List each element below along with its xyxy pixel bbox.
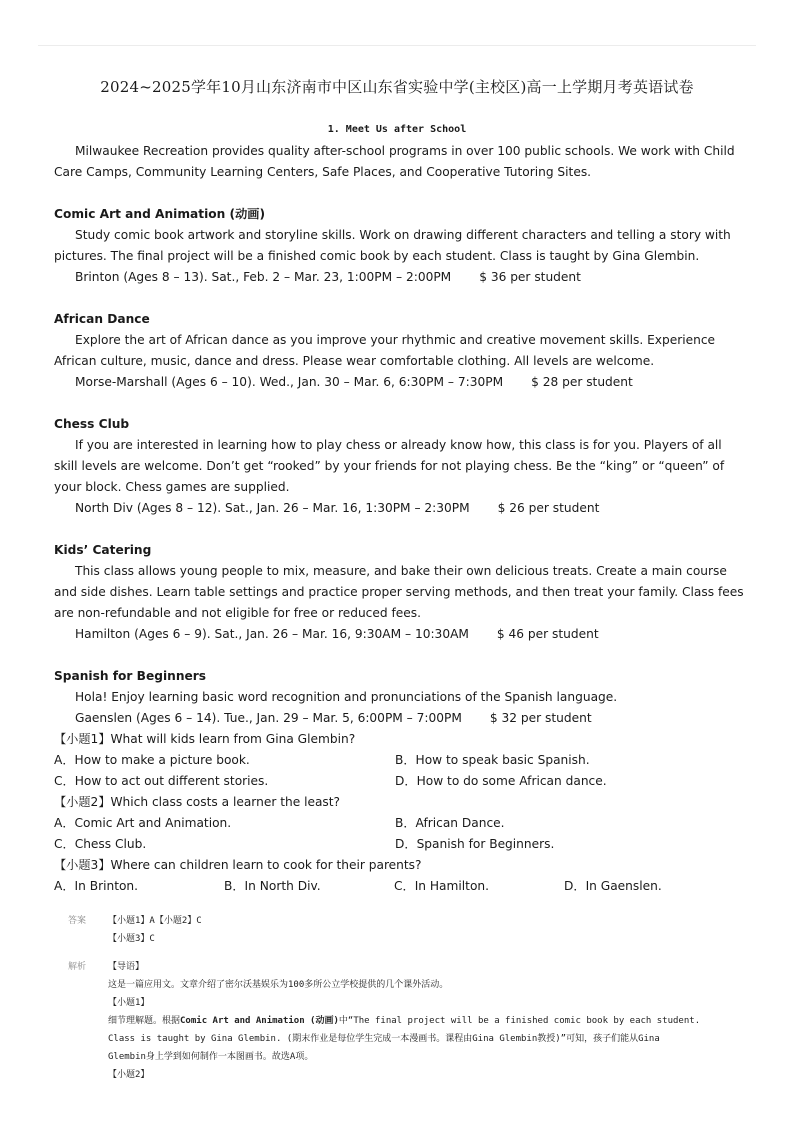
section-heading: Comic Art and Animation (动画) xyxy=(54,207,266,221)
section-body: If you are interested in learning how to play chess or already know how, this class is for you. Players of all skill levels are welcome. Don’t get “rooked” by your friends for not playing chess. Be the “king” or “queen” of your block. Chess games are supplied. xyxy=(54,438,725,494)
option-a[interactable]: A．In Brinton. xyxy=(54,879,139,893)
section-detail xyxy=(54,708,744,729)
section-detail xyxy=(54,267,744,288)
analysis-label: 解析 xyxy=(68,962,87,972)
answer-body xyxy=(108,912,728,948)
question-options xyxy=(54,771,744,792)
section-heading: Spanish for Beginners xyxy=(54,669,207,683)
section-schedule: Morse-Marshall (Ages 6 – 10). Wed., Jan. 30 – Mar. 6, 6:30PM – 7:30PM xyxy=(75,375,504,389)
answer-line: 【小题3】C xyxy=(108,934,155,944)
analysis-guide: 【导语】 xyxy=(108,962,145,972)
question-stem: 【小题1】What will kids learn from Gina Glembin? xyxy=(54,732,356,746)
analysis-row xyxy=(68,958,728,1084)
section-price: $ 26 per student xyxy=(497,501,600,515)
section-schedule: Gaenslen (Ages 6 – 14). Tue., Jan. 29 – Mar. 5, 6:00PM – 7:00PM xyxy=(75,711,462,725)
option-d[interactable]: D．Spanish for Beginners. xyxy=(395,837,555,851)
answer-label: 答案 xyxy=(68,916,87,926)
answer-block xyxy=(68,912,728,1084)
passage-intro: Milwaukee Recreation provides quality after-school programs in over 100 public schools. We work with Child Care Camps, Community Learning Centers, Safe Places, and Cooperative Tutoring Sites. xyxy=(54,144,735,179)
section-detail xyxy=(54,624,744,645)
option-b[interactable]: B．African Dance. xyxy=(395,816,505,830)
section-body: Study comic book artwork and storyline skills. Work on drawing different characters and telling a story with pictures. The final project will be a finished comic book by each student. Class is taught by Gina Glembin. xyxy=(54,228,731,263)
section-body: Hola! Enjoy learning basic word recognition and pronunciations of the Spanish language. xyxy=(75,690,618,704)
option-d[interactable]: D．In Gaenslen. xyxy=(564,879,662,893)
section-heading: African Dance xyxy=(54,312,150,326)
section-heading: Kids’ Catering xyxy=(54,543,152,557)
question-stem: 【小题3】Where can children learn to cook for their parents? xyxy=(54,858,422,872)
question-options xyxy=(54,750,744,771)
question-options xyxy=(54,834,744,855)
section-price: $ 28 per student xyxy=(531,375,633,389)
analysis-guide-text: 这是一篇应用文。文章介绍了密尔沃基娱乐为100多所公立学校提供的几个课外活动。 xyxy=(108,980,449,990)
analysis-q1-line: Glembin身上学到如何制作一本图画书。故选A项。 xyxy=(108,1052,314,1062)
question-stem: 【小题2】Which class costs a learner the least? xyxy=(54,795,341,809)
analysis-text: 中“The final project will be a finished comic book by each student. xyxy=(338,1016,701,1026)
analysis-text: 细节理解题。根据 xyxy=(108,1016,181,1026)
option-c[interactable]: C．Chess Club. xyxy=(54,837,147,851)
analysis-q1-line xyxy=(108,1012,728,1030)
section-body: This class allows young people to mix, measure, and bake their own delicious treats. Create a main course and side dishes. Learn table settings and practice proper serving methods, and then treat your family. Class fees are non-refundable and not eligible for free or reduced fees. xyxy=(54,564,744,620)
exam-title: 2024~2025学年10月山东济南市中区山东省实验中学(主校区)高一上学期月考英语试卷 xyxy=(100,78,694,96)
section-price: $ 32 per student xyxy=(489,711,592,725)
analysis-q1-line: Class is taught by Gina Glembin. (期末作业是每位学生完成一本漫画书。课程由Gina Glembin教授)”可知，孩子们能从Gina xyxy=(108,1034,660,1044)
option-c[interactable]: C．In Hamilton. xyxy=(394,879,490,893)
question-title: 1. Meet Us after School xyxy=(327,124,467,135)
section-detail xyxy=(54,498,744,519)
section-heading: Chess Club xyxy=(54,417,130,431)
page-top-divider xyxy=(38,45,756,46)
question-options xyxy=(54,876,744,897)
answer-line: 【小题1】A【小题2】C xyxy=(108,916,202,926)
question-options xyxy=(54,813,744,834)
analysis-q2-label: 【小题2】 xyxy=(108,1070,150,1080)
answer-row xyxy=(68,912,728,948)
section-schedule: North Div (Ages 8 – 12). Sat., Jan. 26 – Mar. 16, 1:30PM – 2:30PM xyxy=(75,501,470,515)
section-price: $ 36 per student xyxy=(479,270,581,284)
analysis-body xyxy=(108,958,728,1084)
section-schedule: Hamilton (Ages 6 – 9). Sat., Jan. 26 – Mar. 16, 9:30AM – 10:30AM xyxy=(75,627,469,641)
option-b[interactable]: B．In North Div. xyxy=(224,879,321,893)
option-a[interactable]: A．Comic Art and Animation. xyxy=(54,816,232,830)
option-a[interactable]: A．How to make a picture book. xyxy=(54,753,250,767)
section-body: Explore the art of African dance as you improve your rhythmic and creative movement skills. Experience African culture, music, dance and dress. Please wear comfortable clothing. All levels are welcome. xyxy=(54,333,716,368)
analysis-q1-label: 【小题1】 xyxy=(108,998,150,1008)
passage xyxy=(54,141,744,897)
section-schedule: Brinton (Ages 8 – 13). Sat., Feb. 2 – Mar. 23, 1:00PM – 2:00PM xyxy=(75,270,452,284)
analysis-bold-text: Comic Art and Animation (动画) xyxy=(180,1016,339,1026)
section-price: $ 46 per student xyxy=(496,627,599,641)
option-b[interactable]: B．How to speak basic Spanish. xyxy=(395,753,590,767)
section-detail xyxy=(54,372,744,393)
option-d[interactable]: D．How to do some African dance. xyxy=(395,774,607,788)
option-c[interactable]: C．How to act out different stories. xyxy=(54,774,269,788)
